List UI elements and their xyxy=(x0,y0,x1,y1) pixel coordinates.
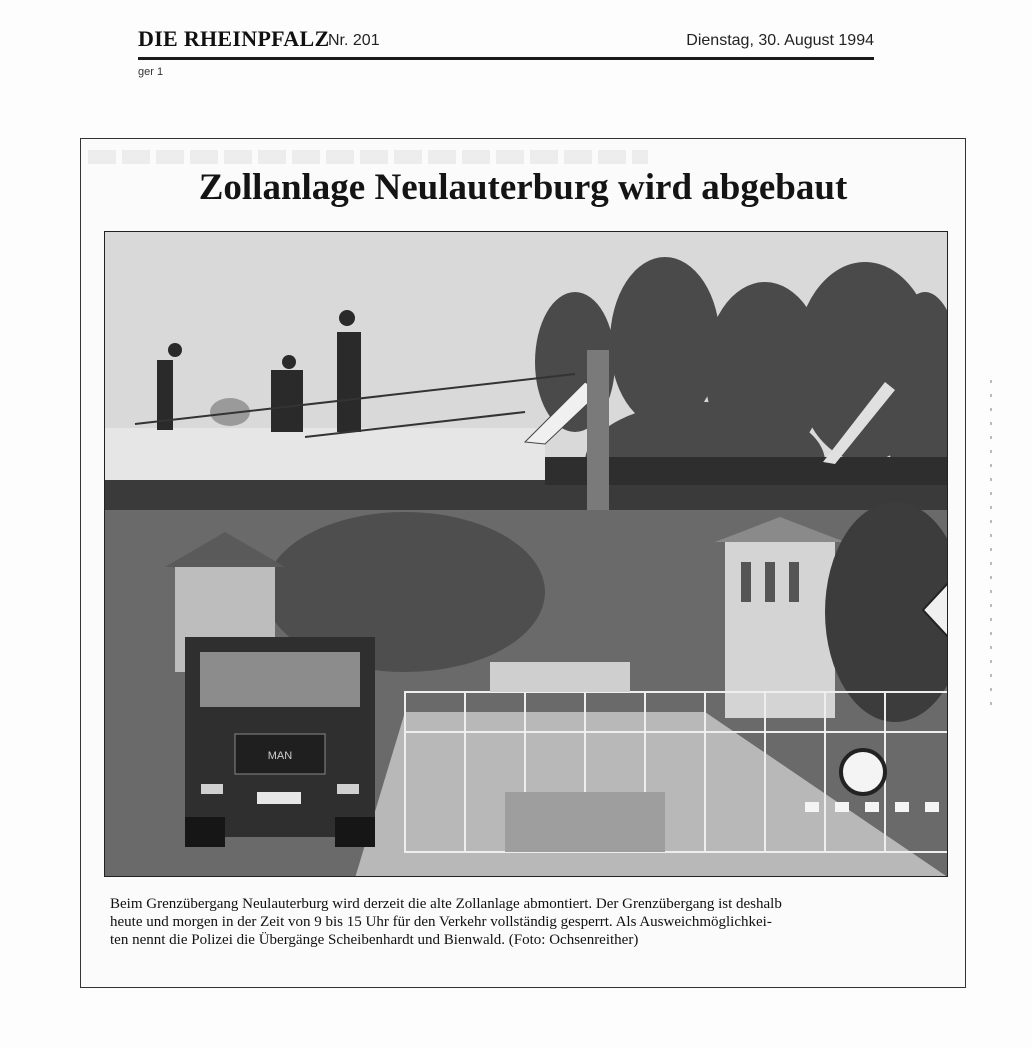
photo-caption xyxy=(110,895,948,949)
photo-illustration xyxy=(105,232,948,877)
edition-code: ger 1 xyxy=(138,66,164,78)
caption-line: ten nennt die Polizei die Übergänge Scheibenhardt und Bienwald. (Foto: Ochsenreither) xyxy=(110,932,639,948)
truck-logo: MAN xyxy=(267,750,293,762)
caption-line: heute und morgen in der Zeit von 9 bis 15 Uhr für den Verkehr vollständig gesperrt. Als Ausweichmöglichkei- xyxy=(110,914,772,930)
publication-date: Dienstag, 30. August 1994 xyxy=(686,32,874,49)
booth-roof xyxy=(490,662,630,692)
masthead-rule xyxy=(138,57,874,60)
article-photo xyxy=(104,231,948,877)
newspaper-name: DIE RHEINPFALZ xyxy=(138,26,330,51)
truck xyxy=(185,637,375,847)
caption-line: Beim Grenzübergang Neulauterburg wird derzeit die alte Zollanlage abmontiert. Der Grenzübergang ist deshalb xyxy=(110,896,782,912)
article-headline: Zollanlage Neulauterburg wird abgebaut xyxy=(198,167,848,208)
masthead xyxy=(138,26,874,60)
canopy-roof xyxy=(105,428,545,486)
issue-number: Nr. 201 xyxy=(328,32,380,49)
no-entry-sign xyxy=(841,750,885,794)
bleed-through-text xyxy=(88,150,648,164)
scan-margin-marks xyxy=(990,380,992,710)
